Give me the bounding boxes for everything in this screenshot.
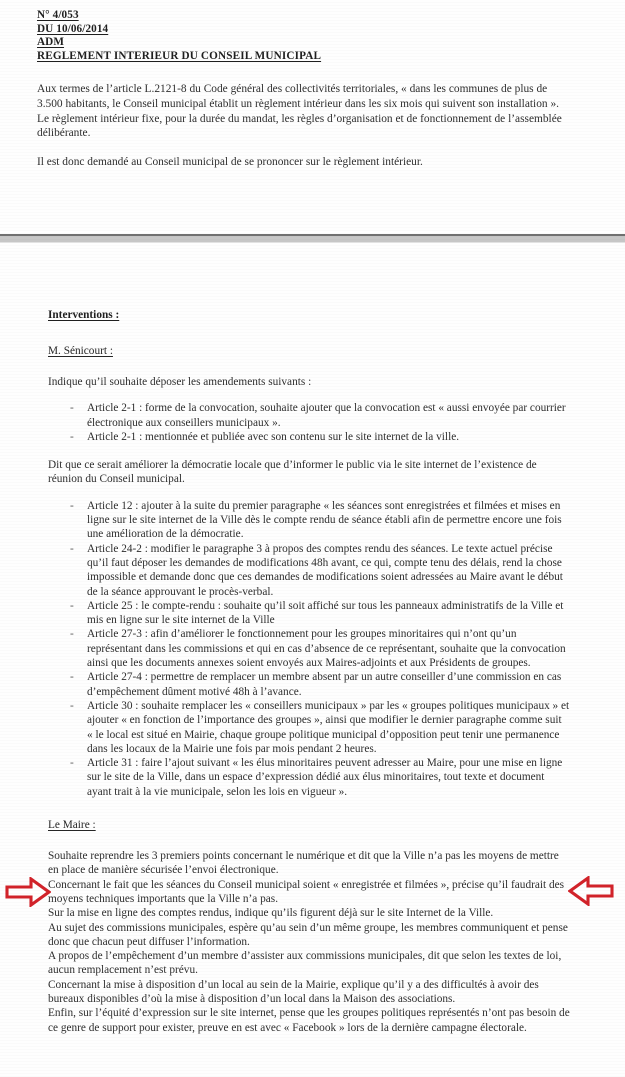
speaker-1-name-wrap: [48, 341, 570, 359]
response-paragraph-7: Enfin, sur l’équité d’expression sur le site internet, pense que les groupes politiques représentés n’ont pas besoin de ce genre de support pour exister, preuve en est avec « Facebook » lors de la dernière campagne électorale.: [48, 1007, 570, 1034]
speaker-name-senicourt: M. Sénicourt :: [48, 345, 113, 357]
speaker-2-response-block: [48, 849, 570, 1035]
interventions-heading: Interventions :: [48, 309, 120, 321]
interventions-heading-wrap: [48, 305, 570, 323]
introduction-block: [37, 82, 570, 169]
page-title: REGLEMENT INTERIEUR DU CONSEIL MUNICIPAL: [37, 49, 322, 62]
page-fragment-bottom: [0, 243, 625, 1077]
list-item: - Article 27-3 : afin d’améliorer le fonctionnement pour les groupes minoritaires qui n’ont qu’un représentant dans les commissions et qui en cas d’absence de ce représentant, souhaite que la convocation ainsi que les documents annexes soient envoyés aux Maires-adjoints et aux Présidents de groupes.: [48, 627, 570, 670]
list-item: - Article 24-2 : modifier le paragraphe 3 à propos des comptes rendu des séances. Le texte actuel précise qu’il faut déposer les demandes de modifications 48h avant, ce qui, compte tenu des délais, rend la chose impossible et demande donc que ces demandes de modifications soient adressées au Maire avant le début de la séance approuvant le procès-verbal.: [48, 542, 570, 599]
list-item: - Article 2-1 : forme de la convocation, souhaite ajouter que la convocation est « aussi envoyée par courrier électronique aux conseillers municipaux ».: [48, 401, 570, 430]
speaker-2-name-wrap: [48, 815, 570, 833]
response-paragraph-1: Souhaite reprendre les 3 premiers points concernant le numérique et dit que la Ville n’a pas les moyens de mettre en place de manière sécurisée l’envoi électronique.: [48, 850, 559, 877]
document-date: DU 10/06/2014: [37, 22, 109, 35]
speaker-1-lead-in: Indique qu’il souhaite déposer les amendements suivants :: [48, 376, 312, 388]
page-fragment-top: [0, 0, 625, 236]
arrow-right-pointing-icon: [5, 877, 51, 907]
intro-paragraph-2: Le règlement intérieur fixe, pour la durée du mandat, les règles d’organisation et de fonctionnement de l’assemblée délibérante.: [37, 112, 562, 140]
response-paragraph-3: Sur la mise en ligne des comptes rendus, indique qu’ils figurent déjà sur le site Internet de la Ville.: [48, 907, 494, 920]
response-paragraph-4: Au sujet des commissions municipales, espère qu’au sein d’un même groupe, les membres communiquent et pense donc que chacun peut diffuser l’information.: [48, 921, 568, 948]
list-item: - Article 2-1 : mentionnée et publiée avec son contenu sur le site internet de la ville.: [48, 430, 570, 444]
intro-paragraph-3: Il est donc demandé au Conseil municipal de se prononcer sur le règlement intérieur.: [37, 155, 423, 168]
speaker-1-mid-paragraph: Dit que ce serait améliorer la démocratie locale que d’informer le public via le site internet de l’existence de réunion du Conseil municipal.: [48, 459, 537, 486]
list-item: - Article 27-4 : permettre de remplacer un membre absent par un autre conseiller d’une commission en cas d’empêchement dûment motivé 48h à l’avance.: [48, 670, 570, 699]
list-item: - Article 30 : souhaite remplacer les « conseillers municipaux » par les « groupes politiques municipaux » et ajouter « en fonction de l’importance des groupes », ainsi que modifier le dernier paragraphe comme suit « le local est situé en Mairie, chaque groupe politique municipal d’opposition peut tenir une permanence dans les locaux de la Mairie une fois par mois pendant 2 heures.: [48, 699, 570, 756]
list-item: - Article 31 : faire l’ajout suivant « les élus minoritaires peuvent adresser au Maire, pour une mise en ligne sur le site de la Ville, dans un espace d’expression dédié aux élus minoritaires, tout texte et document ayant trait à la vie municipale, selon les lois en vigueur ».: [48, 756, 570, 799]
arrow-left-pointing-icon: [568, 876, 614, 906]
document-reference-header: [37, 9, 570, 63]
document-number: N° 4/053: [37, 9, 79, 21]
response-paragraph-2-highlighted: Concernant le fait que les séances du Conseil municipal soient « enregistrée et filmées », précise qu’il faudrait des moyens techniques importants que la Ville n’a pas.: [48, 878, 565, 905]
page-divider: [0, 234, 625, 243]
amendments-list-group-2: [48, 499, 570, 799]
document-service-code: ADM: [37, 36, 65, 49]
list-item: - Article 25 : le compte-rendu : souhaite qu’il soit affiché sur tous les panneaux administratifs de la Ville et mis en ligne sur le site internet de la Ville: [48, 599, 570, 628]
amendments-list-group-1: [48, 401, 570, 444]
response-paragraph-6: Concernant la mise à disposition d’un local au sein de la Mairie, explique qu’il y a des difficultés à avoir des bureaux disponibles d’où la mise à disposition d’un local dans la Maison des associations.: [48, 978, 539, 1005]
response-paragraph-5: A propos de l’empêchement d’un membre d’assister aux commissions municipales, dit que selon les textes de loi, aucun remplacement n’est prévu.: [48, 950, 562, 977]
list-item: - Article 12 : ajouter à la suite du premier paragraphe « les séances sont enregistrées et filmées et mises en ligne sur le site internet de la Ville dès le compte rendu de séance établi afin de permettre encore une fois une amélioration de la démocratie.: [48, 499, 570, 542]
intro-paragraph-1: Aux termes de l’article L.2121-8 du Code général des collectivités territoriales, « dans les communes de plus de 3.500 habitants, le Conseil municipal établit un règlement intérieur dans les six mois qui suivent son installation ».: [37, 83, 559, 110]
speaker-name-le-maire: Le Maire :: [48, 819, 96, 832]
